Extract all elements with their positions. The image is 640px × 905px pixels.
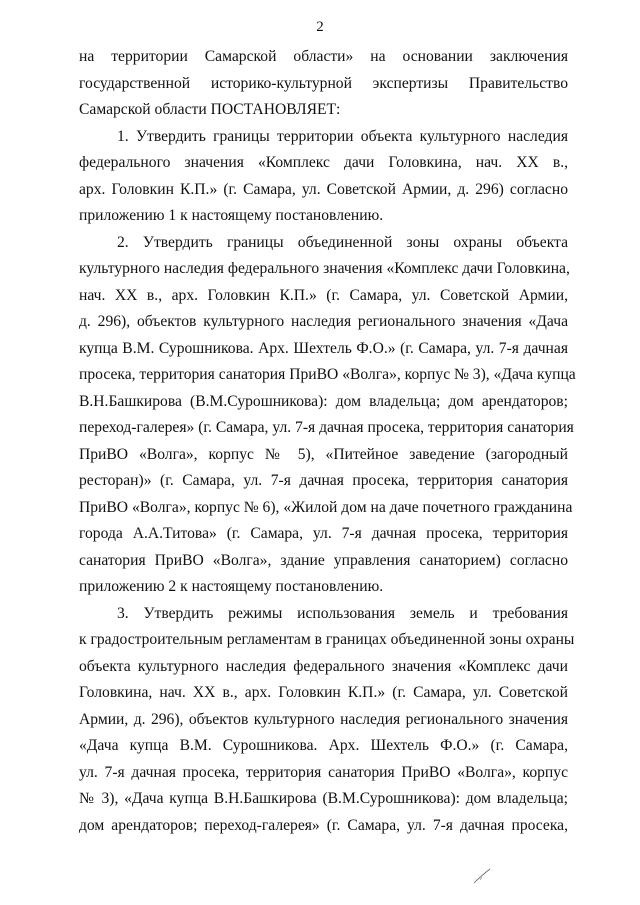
text-line: к градостроительным регламентам в границах объединенной зоны охраны bbox=[79, 631, 575, 648]
text-line: «Дача купца В.М. Сурошникова. Арх. Шехтель Ф.О.» (г. Самара, bbox=[79, 737, 568, 754]
text-line: культурного наследия федерального значения «Комплекс дачи Головкина, bbox=[79, 260, 570, 277]
text-line: санатория ПриВО «Волга», здание управления санаторием) согласно bbox=[79, 551, 568, 569]
text-line: дом арендаторов; переход-галерея» (г. Самара, ул. 7-я дачная просека, bbox=[79, 816, 568, 834]
text-line: ПриВО «Волга», корпус № 6), «Жилой дом на даче почетного гражданина bbox=[79, 498, 573, 516]
text-line: Самарской области ПОСТАНОВЛЯЕТ: bbox=[79, 101, 341, 118]
handwritten-mark bbox=[470, 865, 494, 887]
text-line: федерального значения «Комплекс дачи Головкина, нач. XX в., bbox=[79, 154, 568, 171]
text-line: 1. Утвердить границы территории объекта культурного наследия bbox=[117, 127, 568, 145]
text-line: ресторан)» (г. Самара, ул. 7-я дачная просека, территория санатория bbox=[79, 472, 568, 489]
text-line: ПриВО «Волга», корпус № 5), «Питейное заведение (загородный bbox=[79, 445, 568, 463]
page-number: 2 bbox=[316, 19, 324, 35]
text-line: на территории Самарской области» на основании заключения bbox=[79, 48, 568, 65]
text-line: № 3), «Дача купца В.Н.Башкирова (В.М.Сурошникова): дом владельца; bbox=[79, 790, 568, 807]
text-line: государственной историко-культурной экспертизы Правительство bbox=[79, 74, 568, 92]
text-line: города А.А.Титова» (г. Самара, ул. 7-я дачная просека, территория bbox=[79, 525, 568, 542]
text-line: просека, территория санатория ПриВО «Волга», корпус № 3), «Дача купца bbox=[79, 366, 576, 383]
text-line: приложению 1 к настоящему постановлению. bbox=[79, 207, 384, 224]
text-line: переход-галерея» (г. Самара, ул. 7-я дачная просека, территория санатория bbox=[79, 419, 574, 436]
text-line: Головкина, нач. XX в., арх. Головкин К.П.» (г. Самара, ул. Советской bbox=[79, 684, 568, 701]
text-line: приложению 2 к настоящему постановлению. bbox=[79, 578, 384, 595]
text-line: В.Н.Башкирова (В.М.Сурошникова): дом владельца; дом арендаторов; bbox=[79, 392, 568, 410]
text-line: объекта культурного наследия федерального значения «Комплекс дачи bbox=[79, 657, 568, 675]
text-line: Армии, д. 296), объектов культурного наследия регионального значения bbox=[79, 710, 568, 728]
text-line: купца В.М. Сурошникова. Арх. Шехтель Ф.О.» (г. Самара, ул. 7-я дачная bbox=[79, 339, 568, 357]
document-body bbox=[79, 44, 576, 839]
text-line: 3. Утвердить режимы использования земель и требования bbox=[117, 604, 568, 622]
text-line: д. 296), объектов культурного наследия регионального значения «Дача bbox=[79, 313, 568, 330]
text-line: нач. XX в., арх. Головкин К.П.» (г. Самара, ул. Советской Армии, bbox=[79, 286, 568, 304]
text-line: ул. 7-я дачная просека, территория санатория ПриВО «Волга», корпус bbox=[79, 763, 568, 781]
text-line: арх. Головкин К.П.» (г. Самара, ул. Советской Армии, д. 296) согласно bbox=[79, 180, 568, 198]
text-line: 2. Утвердить границы объединенной зоны охраны объекта bbox=[117, 233, 568, 251]
